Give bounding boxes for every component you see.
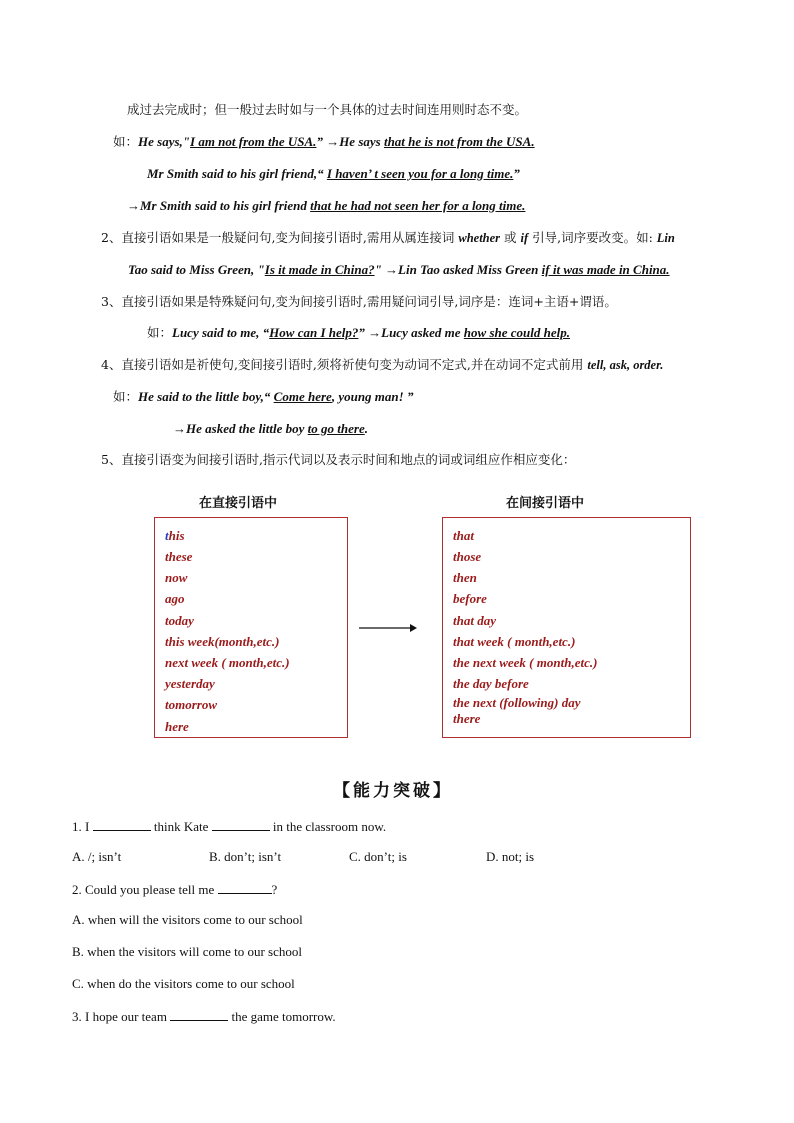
indirect-word: there xyxy=(453,711,481,726)
answer-blank xyxy=(93,818,151,831)
rule-2-example: Tao said to Miss Green, "Is it made in China?" →Lin Tao asked Miss Green if it was made in China. xyxy=(128,262,670,277)
rule-2: 2、直接引语如果是一般疑问句,变为间接引语时,需用从属连接词 whether 或 if 引导,词序要改变。如: Lin xyxy=(101,230,675,245)
answer-blank xyxy=(170,1008,228,1021)
example-2: Mr Smith said to his girl friend,“ I haven’ t seen you for a long time.” xyxy=(147,166,520,181)
q2-option-b: B. when the visitors will come to our school xyxy=(72,944,303,959)
direct-speech-header: 在直接引语中 xyxy=(199,496,278,511)
direct-word: this week(month,etc.) xyxy=(165,634,280,649)
q1-option-c: C. don’t; is xyxy=(349,849,407,864)
indirect-word: that day xyxy=(453,613,496,628)
example-5: 如：He said to the little boy,“ Come here, young man! ” xyxy=(113,389,414,404)
q1-option-b: B. don’t; isn’t xyxy=(209,849,282,864)
direct-word: ago xyxy=(165,591,185,606)
direct-word: this xyxy=(165,528,185,543)
indirect-word: then xyxy=(453,570,477,585)
q1-option-d: D. not; is xyxy=(486,849,535,864)
indirect-word: the next (following) day xyxy=(453,695,581,710)
indirect-word: that week ( month,etc.) xyxy=(453,634,576,649)
right-arrow-icon xyxy=(358,622,418,634)
answer-blank xyxy=(218,881,272,894)
example-3: →Mr Smith said to his girl friend that he had not seen her for a long time. xyxy=(127,198,526,213)
question-3: 3. I hope our team the game tomorrow. xyxy=(72,1009,336,1024)
direct-word: tomorrow xyxy=(165,697,218,712)
example-1: 如：He says,"I am not from the USA.” →He says that he is not from the USA. xyxy=(113,134,535,149)
q1-option-a: A. /; isn’t xyxy=(72,849,122,864)
example-prefix: 如： xyxy=(113,134,139,149)
direct-word: now xyxy=(165,570,188,585)
section-title: 【能力突破】 xyxy=(333,781,453,801)
indirect-word: the day before xyxy=(453,676,529,691)
question-2: 2. Could you please tell me ? xyxy=(72,882,278,897)
q2-option-c: C. when do the visitors come to our school xyxy=(72,976,295,991)
example-4: 如：Lucy said to me, “How can I help?” →Lucy asked me how she could help. xyxy=(147,325,570,340)
direct-word: yesterday xyxy=(165,676,215,691)
indirect-word: the next week ( month,etc.) xyxy=(453,655,598,670)
direct-word: these xyxy=(165,549,193,564)
direct-speech-box xyxy=(154,517,348,738)
indirect-word: those xyxy=(453,549,482,564)
direct-word: next week ( month,etc.) xyxy=(165,655,290,670)
direct-word: today xyxy=(165,613,194,628)
rule-4: 4、直接引语如是祈使句,变间接引语时,须将祈使句变为动词不定式,并在动词不定式前用 tell, ask, order. xyxy=(101,357,664,372)
answer-blank xyxy=(212,818,270,831)
indirect-speech-box xyxy=(442,517,691,738)
indirect-speech-header: 在间接引语中 xyxy=(506,496,585,511)
grammar-line-1: 成过去完成时；但一般过去时如与一个具体的过去时间连用则时态不变。 xyxy=(127,102,528,117)
example-6: →He asked the little boy to go there. xyxy=(173,421,368,436)
direct-word: here xyxy=(165,719,189,734)
indirect-word: that xyxy=(453,528,474,543)
q2-option-a: A. when will the visitors come to our school xyxy=(72,912,303,927)
rule-3: 3、直接引语如果是特殊疑问句,变为间接引语时,需用疑问词引导,词序是：连词+主语+谓语。 xyxy=(101,294,617,309)
indirect-word: before xyxy=(453,591,487,606)
question-1: 1. I think Kate in the classroom now. xyxy=(72,819,387,834)
rule-5: 5、直接引语变为间接引语时,指示代词以及表示时间和地点的词或词组应作相应变化： xyxy=(101,452,576,467)
